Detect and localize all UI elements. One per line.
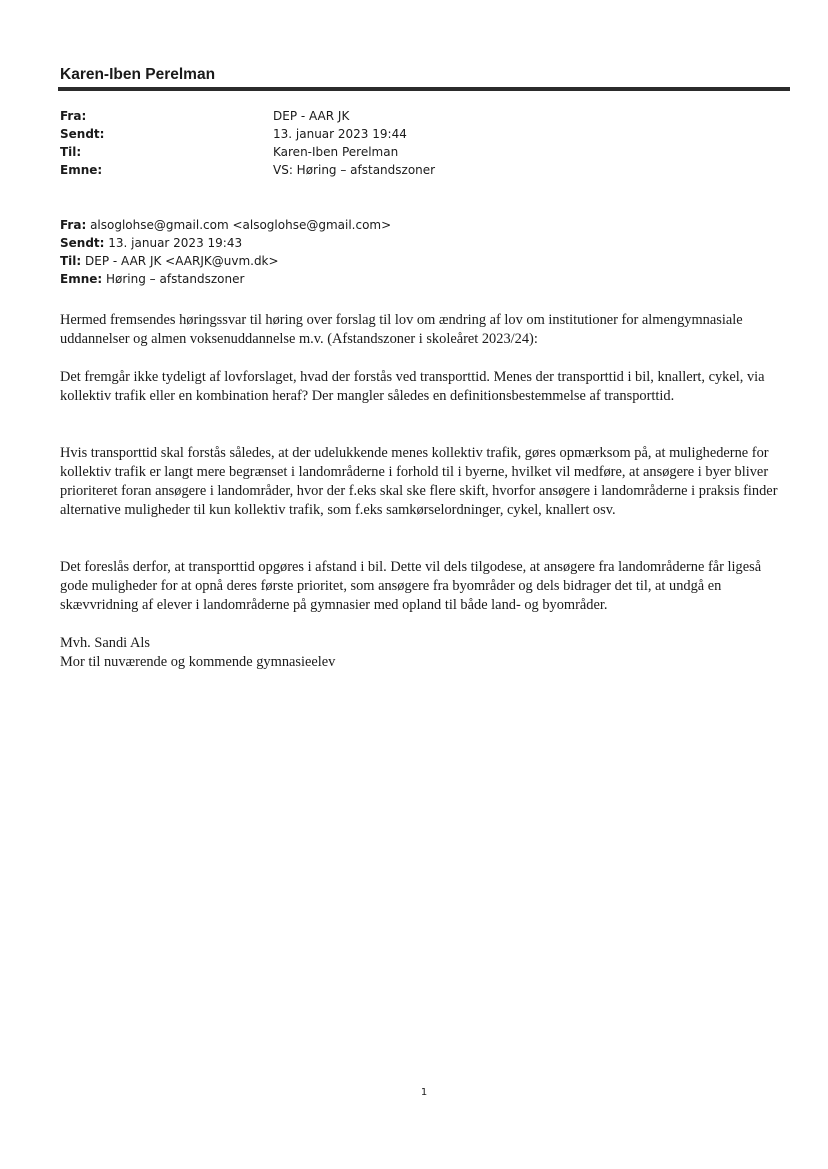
sender-name: Karen-Iben Perelman <box>60 66 216 83</box>
forwarded-subject <box>60 270 391 288</box>
forwarded-subject-label: Emne: <box>60 272 103 286</box>
header-label-sent: Sendt: <box>60 127 105 141</box>
forwarded-to-label: Til: <box>60 254 82 268</box>
signoff: Mvh. Sandi Als <box>60 635 150 651</box>
forwarded-sent-value: 13. januar 2023 19:43 <box>104 236 243 250</box>
body-paragraph-proposal: Det foreslås derfor, at transporttid opgøres i afstand i bil. Dette vil dels tilgodese, at ansøgere fra landområderne får ligeså gode muligheder for at opnå deres første prioritet, som ansøgere fra byområder og dels bidrager det til, at undgå en skævvridning af elever i landområderne på gymnasier med opland til både land- og byområder. <box>60 559 762 613</box>
forwarded-header <box>60 216 391 288</box>
forwarded-from-label: Fra: <box>60 218 87 232</box>
forwarded-from-value: alsoglohse@gmail.com <alsoglohse@gmail.com> <box>86 218 392 232</box>
email-header <box>60 107 673 179</box>
header-divider <box>58 87 790 91</box>
body-paragraph-definition: Det fremgår ikke tydeligt af lovforslaget, hvad der forstås ved transporttid. Menes der transporttid i bil, knallert, cykel, via kollektiv trafik eller en kombination heraf? Der mangler således en definitionsbestemmelse af transporttid. <box>60 369 765 404</box>
forwarded-to <box>60 252 391 270</box>
header-label-from: Fra: <box>60 109 87 123</box>
header-value-to: Karen-Iben Perelman <box>273 145 399 159</box>
header-value-sent: 13. januar 2023 19:44 <box>273 127 407 141</box>
forwarded-sent <box>60 234 391 252</box>
header-row-from <box>60 107 673 125</box>
forwarded-subject-value: Høring – afstandszoner <box>102 272 245 286</box>
forwarded-sent-label: Sendt: <box>60 236 105 250</box>
header-row-sent <box>60 125 673 143</box>
header-value-subject: VS: Høring – afstandszoner <box>273 163 436 177</box>
signature-role: Mor til nuværende og kommende gymnasieelev <box>60 654 336 670</box>
header-row-to <box>60 143 673 161</box>
page-number: 1 <box>420 1087 428 1098</box>
body-paragraph-intro: Hermed fremsendes høringssvar til høring over forslag til lov om ændring af lov om institutioner for almengymnasiale uddannelser og almen voksenuddannelse m.v. (Afstandszoner i skoleåret 2023/24): <box>60 312 743 347</box>
forwarded-from <box>60 216 391 234</box>
body-paragraph-public-transport: Hvis transporttid skal forstås således, at der udelukkende menes kollektiv trafik, gøres opmærksom på, at mulighederne for kollektiv trafik er langt mere begrænset i landområderne i forhold til i byerne, hvilket vil medføre, at ansøgere i byer bliver prioriteret foran ansøgere i landområder, hvor der f.eks skal ske flere skift, hvorfor ansøgere i landområderne i praksis finder alternative muligheder til kun kollektiv trafik, som f.eks samkørselordninger, cykel, knallert osv. <box>60 445 778 518</box>
forwarded-to-value: DEP - AAR JK <AARJK@uvm.dk> <box>81 254 279 268</box>
header-value-from: DEP - AAR JK <box>273 109 350 123</box>
header-row-subject <box>60 161 673 179</box>
header-label-to: Til: <box>60 145 82 159</box>
email-body <box>60 311 785 672</box>
header-label-subject: Emne: <box>60 163 103 177</box>
